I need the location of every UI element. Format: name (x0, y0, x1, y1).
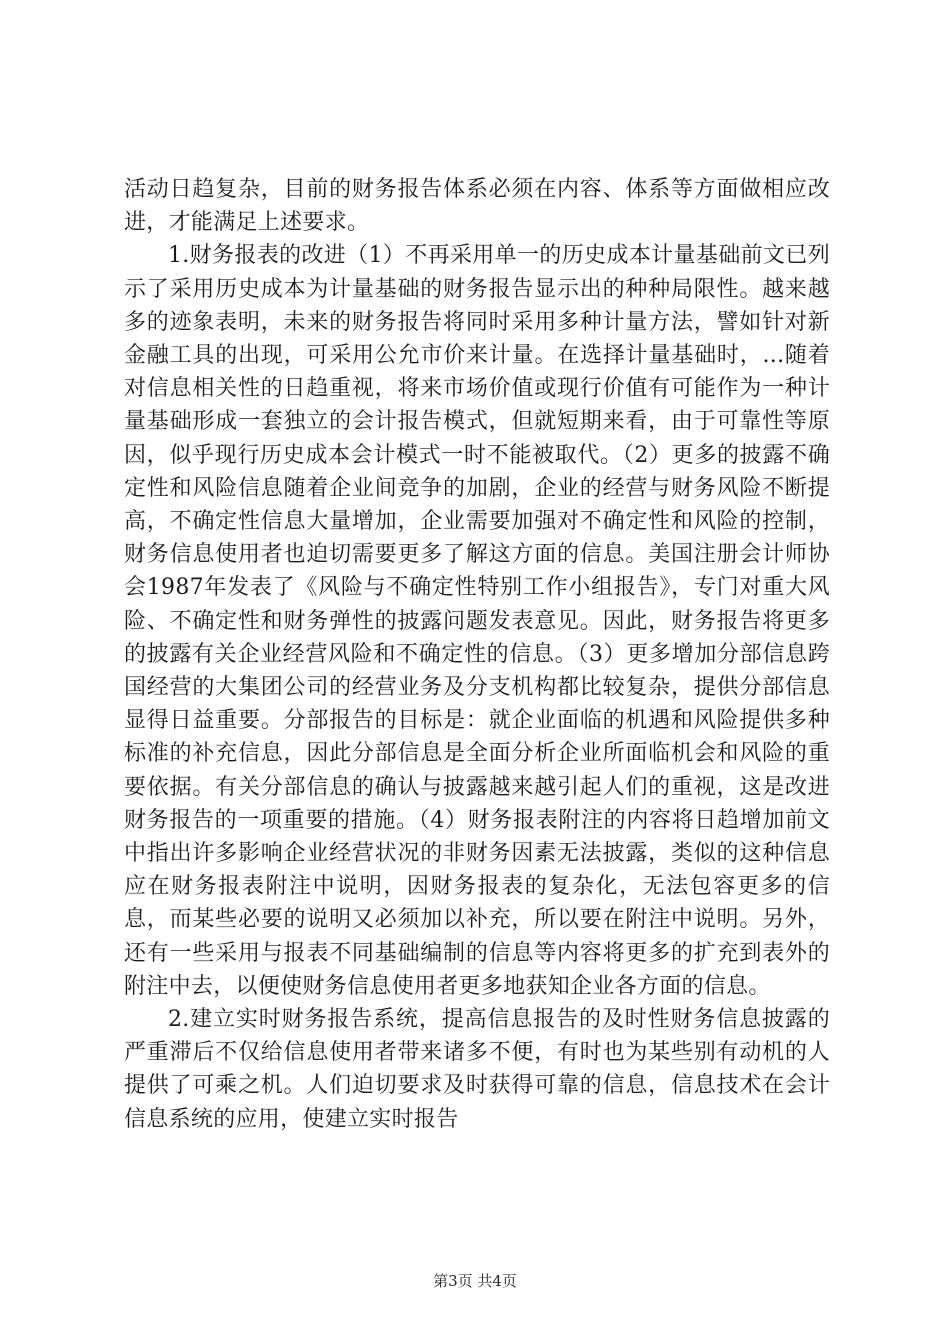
paragraph-real-time-reporting: 2.建立实时财务报告系统，提高信息报告的及时性财务信息披露的严重滞后不仅给信息使用者带来诸多不便，有时也为某些别有动机的人提供了可乘之机。人们迫切要求及时获得可靠的信息，信息技术在会计信息系统的应用，使建立实时报告 (124, 1007, 830, 1132)
paragraph-continuation: 活动日趋复杂，目前的财务报告体系必须在内容、体系等方面做相应改进，才能满足上述要求。 (124, 177, 830, 236)
page-number-footer: 第3页 共4页 (433, 1272, 517, 1290)
paragraph-financial-statement-improvement: 1.财务报表的改进（1）不再采用单一的历史成本计量基础前文已列示了采用历史成本为计量基础的财务报告显示出的种种局限性。越来越多的迹象表明，未来的财务报告将同时采用多种计量方法，譬如针对新金融工具的出现，可采用公允市价来计量。在选择计量基础时，...随着对信息相关性的日趋重视，将来市场价值或现行价值有可能作为一种计量基础形成一套独立的会计报告模式，但就短期来看，由于可靠性等原因，似乎现行历史成本会计模式一时不能被取代。（2）更多的披露不确定性和风险信息随着企业间竞争的加剧，企业的经营与财务风险不断提高，不确定性信息大量增加，企业需要加强对不确定性和风险的控制，财务信息使用者也迫切需要更多了解这方面的信息。美国注册会计师协会1987年发表了《风险与不确定性特别工作小组报告》，专门对重大风险、不确定性和财务弹性的披露问题发表意见。因此，财务报告将更多的披露有关企业经营风险和不确定性的信息。（3）更多增加分部信息跨国经营的大集团公司的经营业务及分支机构都比较复杂，提供分部信息显得日益重要。分部报告的目标是：就企业面临的机遇和风险提供多种标准的补充信息，因此分部信息是全面分析企业所面临机会和风险的重要依据。有关分部信息的确认与披露越来越引起人们的重视，这是改进财务报告的一项重要的措施。（4）财务报表附注的内容将日趋增加前文中指出许多影响企业经营状况的非财务因素无法披露，类似的这种信息应在财务报表附注中说明，因财务报表的复杂化，无法包容更多的信息，而某些必要的说明又必须加以补充，所以要在附注中说明。另外，还有一些采用与报表不同基础编制的信息等内容将更多的扩充到表外的附注中去，以便使财务信息使用者更多地获知企业各方面的信息。 (124, 243, 830, 999)
document-body (124, 173, 830, 1136)
